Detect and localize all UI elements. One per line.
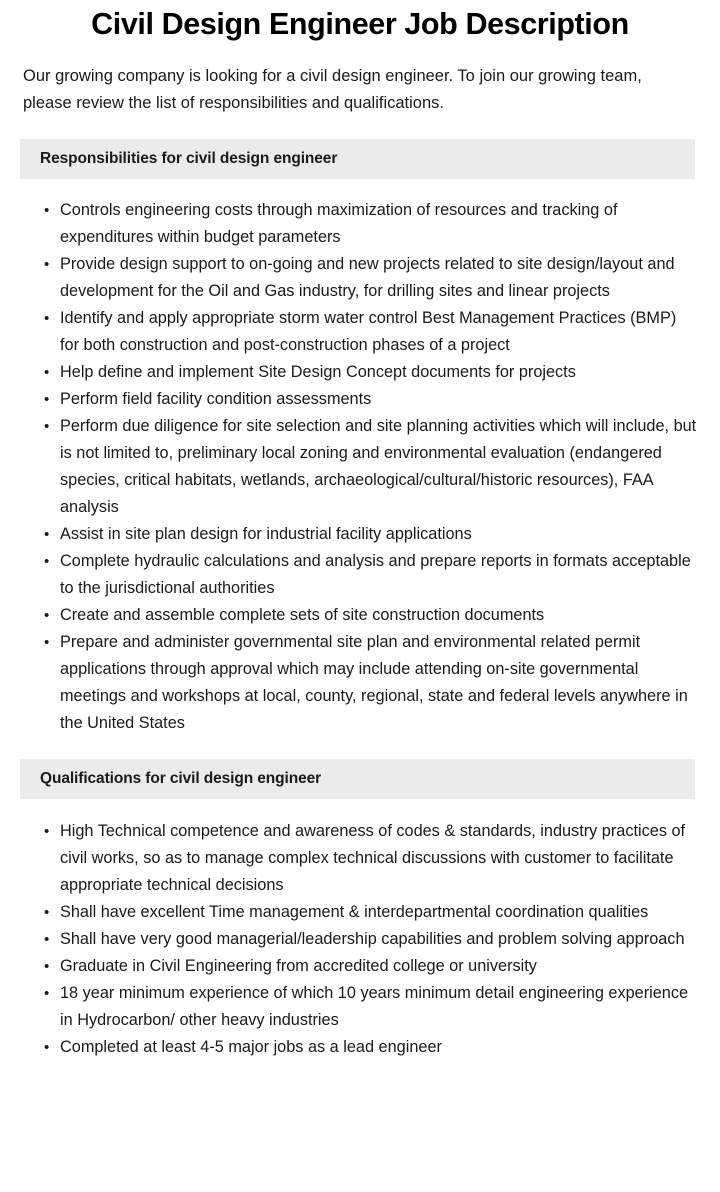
responsibilities-list	[0, 179, 720, 737]
list-item: • Perform field facility condition assessments	[60, 386, 698, 413]
intro-paragraph: Our growing company is looking for a civil design engineer. To join our growing team, please review the list of responsibilities and qualifications.	[23, 67, 642, 112]
list-item: • Assist in site plan design for industrial facility applications	[60, 521, 698, 548]
section-qualifications	[0, 759, 720, 1061]
list-item: • Shall have very good managerial/leadership capabilities and problem solving approach	[60, 926, 694, 953]
list-item: • Complete hydraulic calculations and analysis and prepare reports in formats acceptable to the jurisdictional authorities	[60, 548, 698, 602]
list-item: • High Technical competence and awareness of codes & standards, industry practices of civil works, so as to manage complex technical discussions with customer to facilitate appropriate technical decisions	[60, 818, 694, 899]
section-heading-label: Responsibilities for civil design engineer	[40, 150, 338, 167]
list-item: • Graduate in Civil Engineering from accredited college or university	[60, 953, 694, 980]
section-header-qualifications	[20, 759, 695, 799]
list-item: • Prepare and administer governmental site plan and environmental related permit applications through approval which may include attending on-site governmental meetings and workshops at local, county, regional, state and federal levels anywhere in the United States	[60, 629, 698, 737]
list-item: • Create and assemble complete sets of site construction documents	[60, 602, 698, 629]
bottom-spacer	[0, 1061, 720, 1085]
section-header-responsibilities	[20, 139, 695, 179]
list-item: • Help define and implement Site Design Concept documents for projects	[60, 359, 698, 386]
section-heading-label: Qualifications for civil design engineer	[40, 770, 322, 787]
list-item: • Controls engineering costs through maximization of resources and tracking of expenditures within budget parameters	[60, 197, 698, 251]
list-item: • Completed at least 4-5 major jobs as a lead engineer	[60, 1034, 694, 1061]
section-responsibilities	[0, 139, 720, 737]
list-item: • 18 year minimum experience of which 10 years minimum detail engineering experience in Hydrocarbon/ other heavy industries	[60, 980, 694, 1034]
qualifications-list	[0, 799, 720, 1061]
list-item: • Shall have excellent Time management & interdepartmental coordination qualities	[60, 899, 694, 926]
list-item: • Identify and apply appropriate storm water control Best Management Practices (BMP) for both construction and post-construction phases of a project	[60, 305, 698, 359]
list-item: • Provide design support to on-going and new projects related to site design/layout and development for the Oil and Gas industry, for drilling sites and linear projects	[60, 251, 698, 305]
page-title: Civil Design Engineer Job Description	[91, 7, 629, 41]
list-item: • Perform due diligence for site selection and site planning activities which will include, but is not limited to, preliminary local zoning and environmental evaluation (endangered species, critical habitats, wetlands, archaeological/cultural/historic resources), FAA analysis	[60, 413, 698, 521]
